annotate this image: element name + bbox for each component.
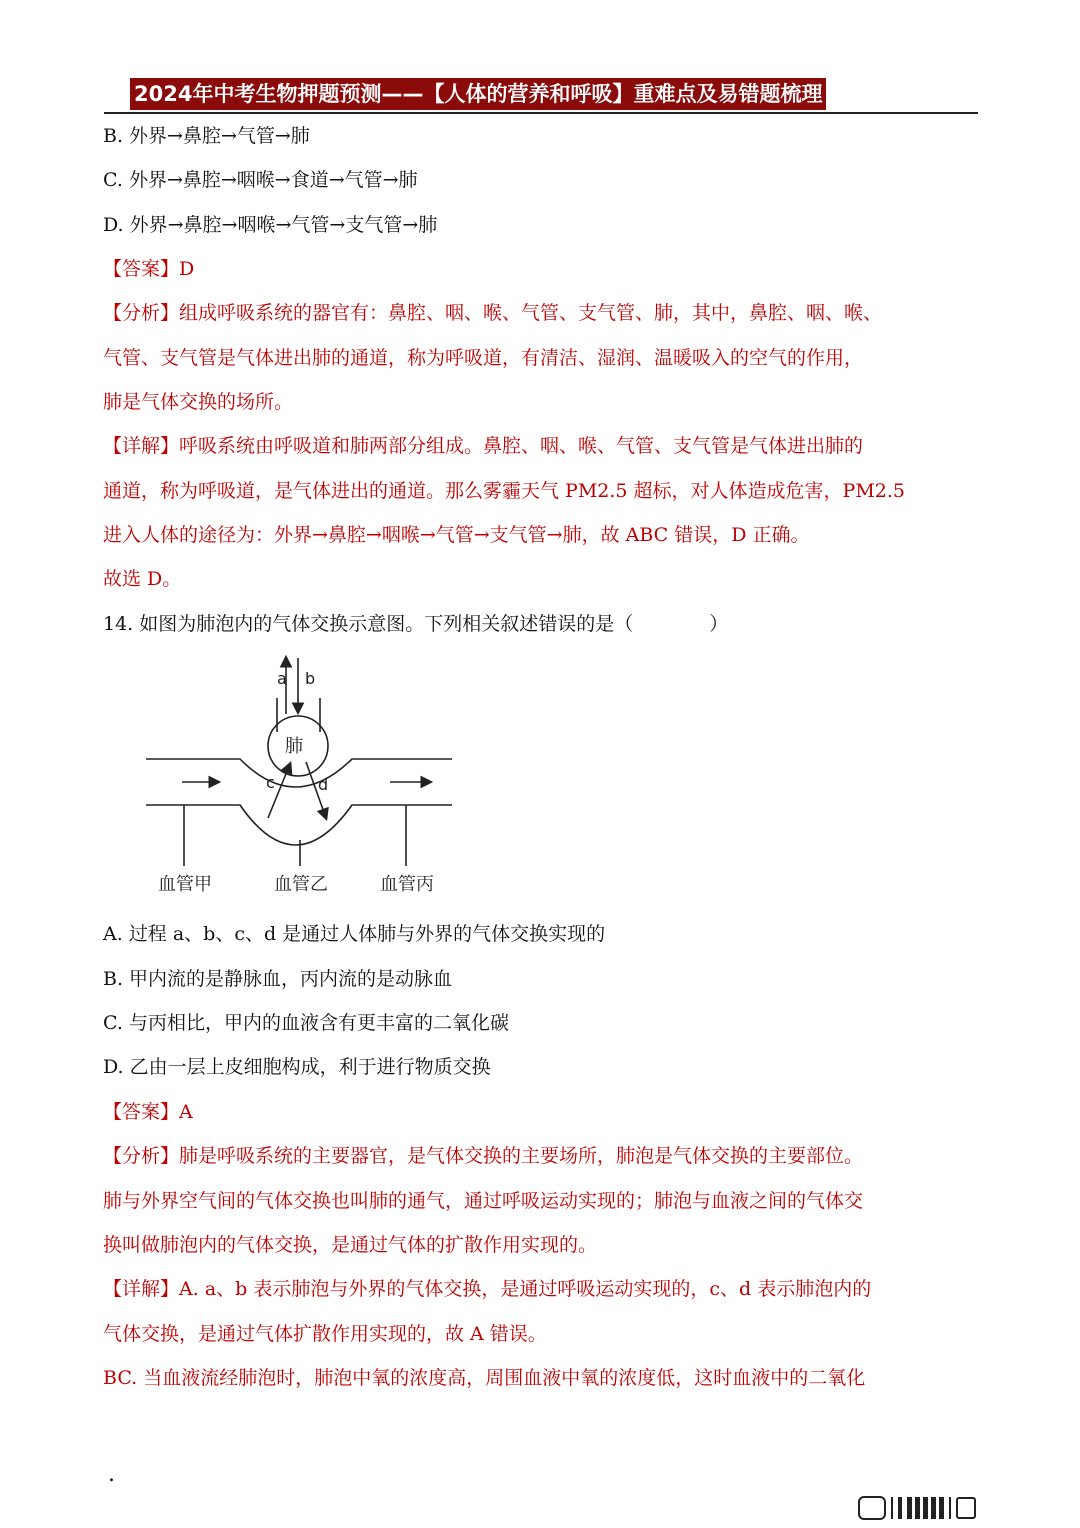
q13-analysis-line: 肺是气体交换的场所。 [103, 391, 294, 413]
label-lung: 肺 [285, 736, 303, 757]
viewer-toolbar [858, 1494, 1064, 1522]
label-vessel-3: 血管丙 [380, 874, 434, 895]
q13-option-d: D. 外界→鼻腔→咽喉→气管→支气管→肺 [103, 214, 438, 236]
q13-option-b: B. 外界→鼻腔→气管→肺 [103, 125, 310, 147]
q14-analysis-line: 肺与外界空气间的气体交换也叫肺的通气，通过呼吸运动实现的；肺泡与血液之间的气体交 [103, 1190, 864, 1212]
q13-answer [103, 257, 983, 281]
analysis-text: 肺是呼吸系统的主要器官，是气体交换的主要场所，肺泡是气体交换的主要部位。 [179, 1145, 864, 1167]
detail-label: 【详解】 [103, 1278, 180, 1300]
label-d: d [318, 775, 329, 794]
bar-icon[interactable] [898, 1497, 902, 1519]
q14-analysis-line [103, 1144, 983, 1168]
trailing-dot: . [108, 1462, 115, 1487]
analysis-label: 【分析】 [103, 1145, 180, 1167]
q13-detail-line [103, 434, 983, 458]
q14-option-a: A. 过程 a、b、c、d 是通过人体肺与外界的气体交换实现的 [103, 923, 606, 945]
label-a: a [277, 669, 287, 688]
q14-option-d: D. 乙由一层上皮细胞构成，利于进行物质交换 [103, 1056, 491, 1078]
divider-icon [891, 1497, 893, 1519]
answer-value: D [179, 258, 195, 280]
answer-label: 【答案】 [103, 258, 180, 280]
menu-icon[interactable] [956, 1497, 976, 1519]
window-icon[interactable] [858, 1496, 886, 1520]
divider-icon [949, 1497, 951, 1519]
page-title: 2024年中考生物押题预测——【人体的营养和呼吸】重难点及易错题梳理 [130, 78, 826, 110]
detail-text: A. a、b 表示肺泡与外界的气体交换，是通过呼吸运动实现的，c、d 表示肺泡内的 [179, 1278, 872, 1300]
q13-conclusion: 故选 D。 [103, 568, 182, 590]
answer-value: A [179, 1101, 193, 1123]
q14-detail-line: 气体交换，是通过气体扩散作用实现的，故 A 错误。 [103, 1323, 547, 1345]
q14-analysis-line: 换叫做肺泡内的气体交换，是通过气体的扩散作用实现的。 [103, 1234, 598, 1256]
q14-answer [103, 1100, 983, 1124]
q14-detail-line [103, 1277, 983, 1301]
answer-label: 【答案】 [103, 1101, 180, 1123]
q13-option-c: C. 外界→鼻腔→咽喉→食道→气管→肺 [103, 169, 418, 191]
q13-detail-line: 通道，称为呼吸道，是气体进出的通道。那么雾霾天气 PM2.5 超标，对人体造成危害，PM2.5 [103, 480, 905, 502]
label-b: b [305, 669, 316, 688]
label-vessel-1: 血管甲 [158, 874, 212, 895]
grid-icon[interactable] [907, 1497, 944, 1519]
q13-detail-line: 进入人体的途径为：外界→鼻腔→咽喉→气管→支气管→肺，故 ABC 错误，D 正确。 [103, 524, 810, 546]
label-vessel-2: 血管乙 [274, 874, 328, 895]
page-header [104, 78, 978, 114]
q13-analysis-line [103, 301, 983, 325]
q14-stem: 14. 如图为肺泡内的气体交换示意图。下列相关叙述错误的是（ ） [103, 613, 729, 635]
q14-option-c: C. 与丙相比，甲内的血液含有更丰富的二氧化碳 [103, 1012, 509, 1034]
analysis-label: 【分析】 [103, 302, 180, 324]
label-c: c [266, 773, 275, 792]
detail-label: 【详解】 [103, 435, 180, 457]
q13-analysis-line: 气管、支气管是气体进出肺的通道，称为呼吸道，有清洁、湿润、温暖吸入的空气的作用， [103, 347, 864, 369]
q14-detail-line: BC. 当血液流经肺泡时，肺泡中氧的浓度高，周围血液中氧的浓度低，这时血液中的二氧化 [103, 1367, 866, 1389]
detail-text: 呼吸系统由呼吸道和肺两部分组成。鼻腔、咽、喉、气管、支气管是气体进出肺的 [179, 435, 864, 457]
alveolus-gas-exchange-diagram [140, 650, 470, 900]
analysis-text: 组成呼吸系统的器官有：鼻腔、咽、喉、气管、支气管、肺，其中，鼻腔、咽、喉、 [179, 302, 883, 324]
q14-option-b: B. 甲内流的是静脉血，丙内流的是动脉血 [103, 968, 453, 990]
